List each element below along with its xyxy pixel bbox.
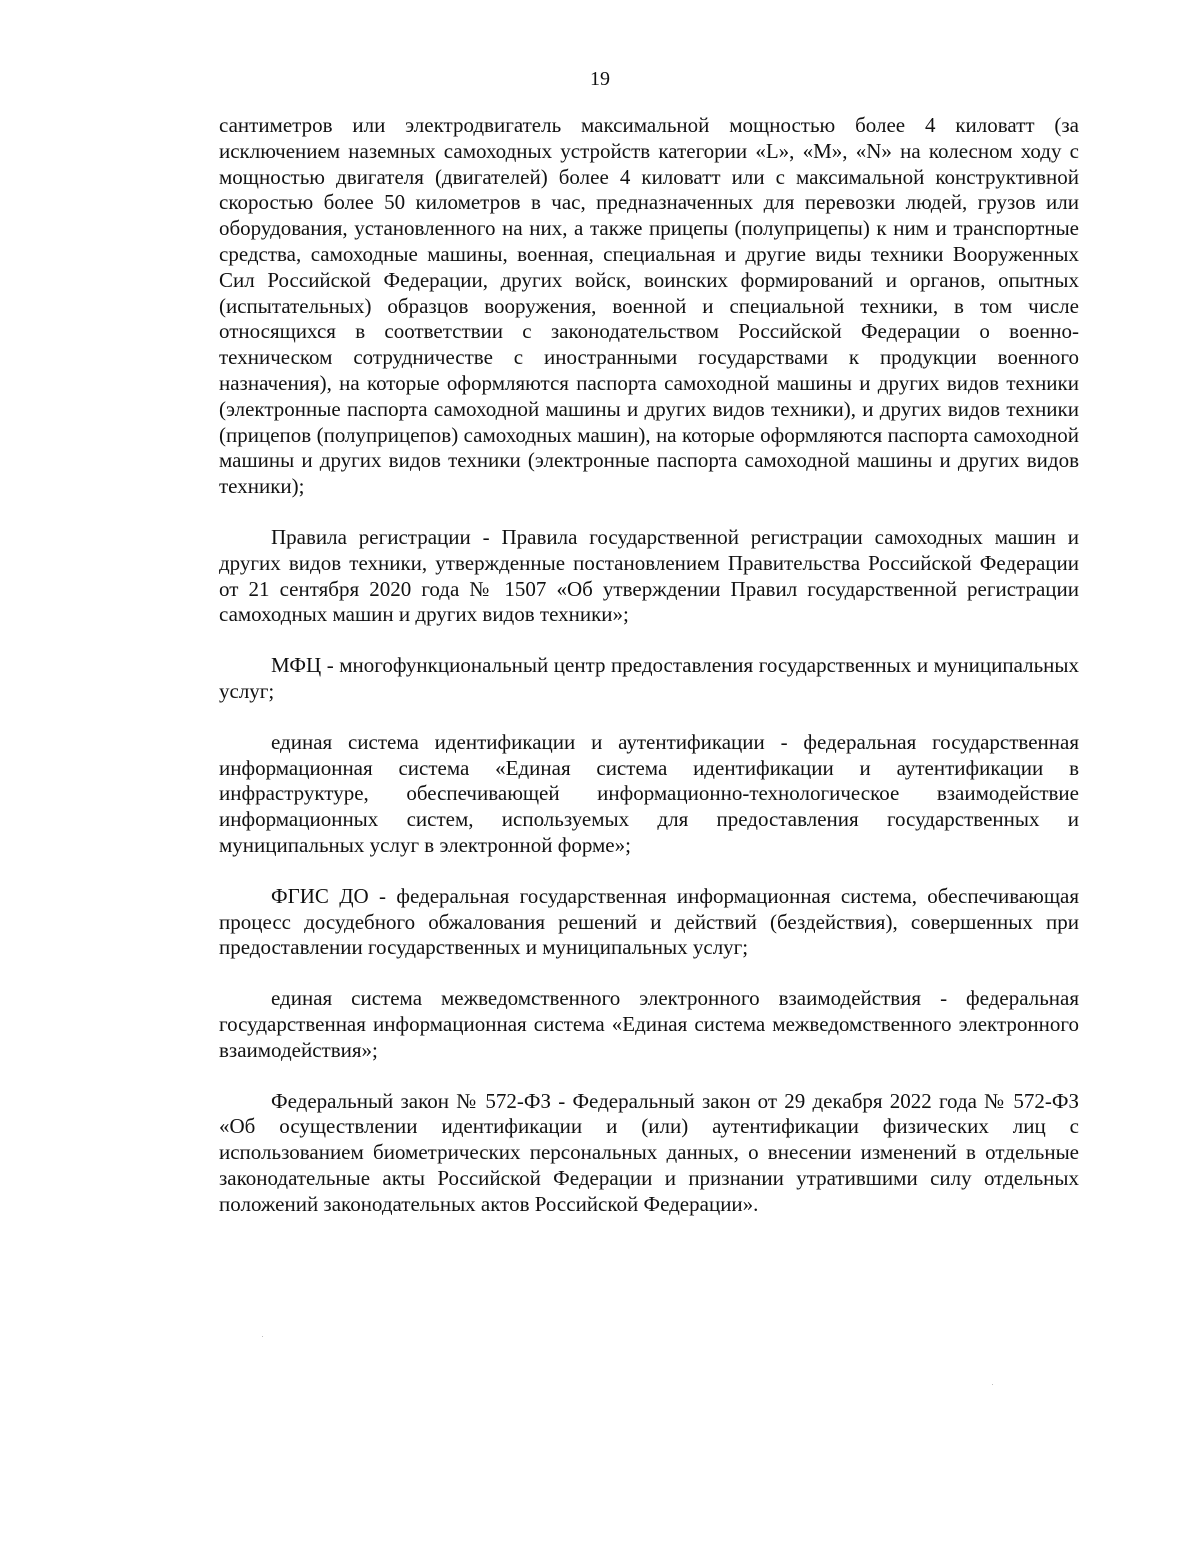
- scan-speck: [992, 1384, 993, 1385]
- paragraph-fgis-do: ФГИС ДО - федеральная государственная информационная система, обеспечивающая процесс досудебного обжалования решений и действий (бездействия), совершенных при предоставлении государственных и муниципальных услуг;: [219, 883, 1079, 960]
- paragraph-esia: единая система идентификации и аутентификации - федеральная государственная информационная система «Единая система идентификации и аутентификации в инфраструктуре, обеспечивающей информационно-технологическое взаимодействие информационных систем, используемых для предоставления государственных и муниципальных услуг в электронной форме»;: [219, 729, 1079, 857]
- paragraph-federal-law-572: Федеральный закон № 572-ФЗ - Федеральный закон от 29 декабря 2022 года № 572-ФЗ «Об осуществлении идентификации и (или) аутентификации физических лиц с использованием биометрических персональных данных, о внесении изменений в отдельные законодательные акты Российской Федерации и признании утратившими силу отдельных положений законодательных актов Российской Федерации».: [219, 1088, 1079, 1216]
- page-number: 19: [590, 68, 610, 90]
- paragraph-registration-rules: Правила регистрации - Правила государственной регистрации самоходных машин и других видов техники, утвержденные постановлением Правительства Российской Федерации от 21 сентября 2020 года № 1507 «Об утверждении Правил государственной регистрации самоходных машин и других видов техники»;: [219, 524, 1079, 627]
- document-body: [219, 113, 1079, 1217]
- paragraph-smev: единая система межведомственного электронного взаимодействия - федеральная государственная информационная система «Единая система межведомственного электронного взаимодействия»;: [219, 986, 1079, 1062]
- scan-speck: [262, 1336, 263, 1337]
- paragraph-definitions-continued: сантиметров или электродвигатель максимальной мощностью более 4 киловатт (за исключением наземных самоходных устройств категории «L», «M», «N» на колесном ходу с мощностью двигателя (двигателей) более 4 киловатт или с максимальной конструктивной скоростью более 50 километров в час, предназначенных для перевозки людей, грузов или оборудования, установленного на них, а также прицепы (полуприцепы) к ним и транспортные средства, самоходные машины, военная, специальная и другие виды техники Вооруженных Сил Российской Федерации, других войск, воинских формирований и органов, опытных (испытательных) образцов вооружения, военной и специальной техники, в том числе относящихся в соответствии с законодательством Российской Федерации о военно-техническом сотрудничестве с иностранными государствами к продукции военного назначения), на которые оформляются паспорта самоходной машины и других видов техники (электронные паспорта самоходной машины и других видов техники), и других видов техники (прицепов (полуприцепов) самоходных машин), на которые оформляются паспорта самоходной машины и других видов техники (электронные паспорта самоходной машины и других видов техники);: [219, 113, 1079, 499]
- paragraph-mfc: МФЦ - многофункциональный центр предоставления государственных и муниципальных услуг;: [219, 653, 1079, 703]
